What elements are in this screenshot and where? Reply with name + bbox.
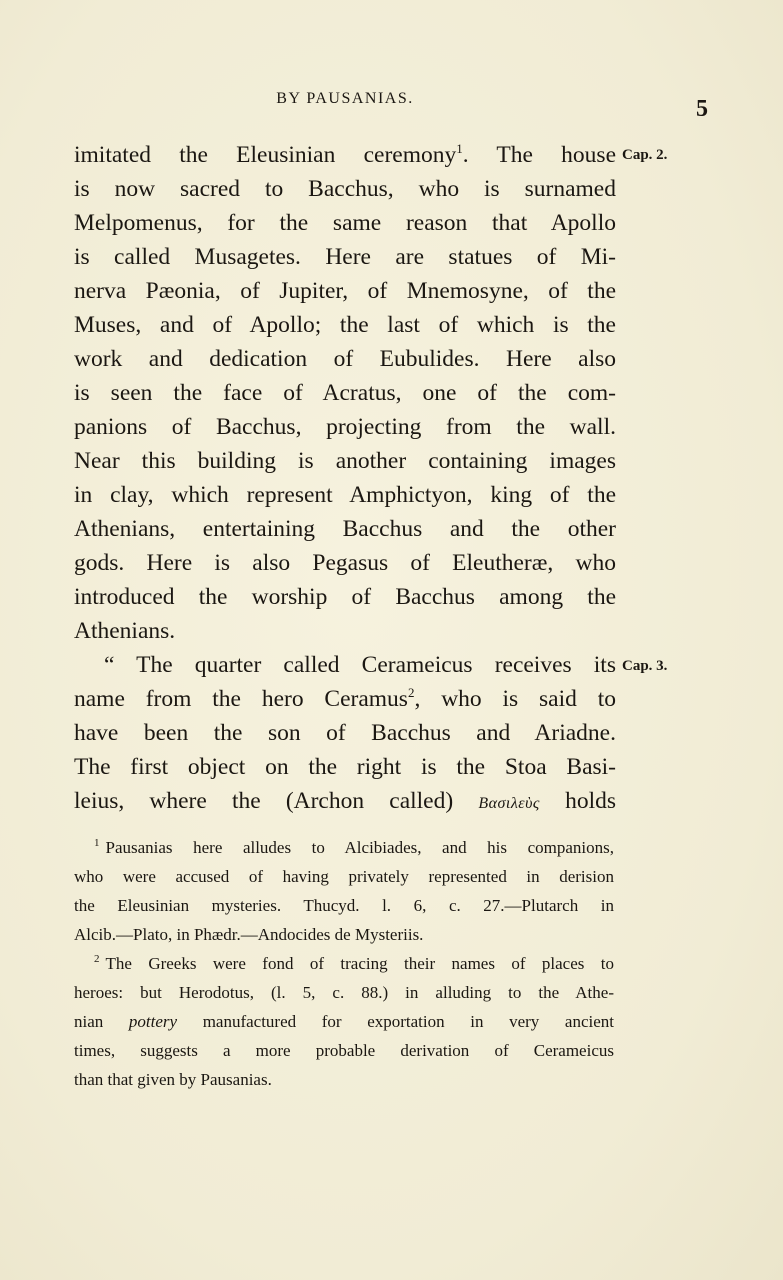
footnote-ref: 2	[407, 685, 415, 701]
italic-term: pottery	[128, 1012, 178, 1031]
footnote-line: times, suggests a more probable derivation of Cerameicus	[74, 1041, 614, 1060]
footnotes	[74, 833, 614, 1094]
body-line: panions of Bacchus, projecting from the wall.	[74, 414, 616, 440]
body-line: “ The quarter called Cerameicus receives its	[104, 652, 616, 678]
footnote-line: $^1$ Pausanias here alludes to Alcibiades, and his companions,	[94, 837, 614, 857]
greek-word: Βασιλεὺς	[478, 795, 540, 812]
body-line: Melpomenus, for the same reason that Apollo	[74, 210, 616, 236]
page-number: 5	[696, 96, 708, 122]
body-line: have been the son of Bacchus and Ariadne.	[74, 720, 616, 746]
footnote-line: who were accused of having privately represented in derision	[74, 867, 614, 886]
body-line: leius, where the (Archon called) Βασιλεὺς holds	[74, 788, 617, 814]
footnote-line: than that given by Pausanias.	[74, 1070, 272, 1089]
footnote-mark: 1	[94, 837, 100, 850]
body-line: introduced the worship of Bacchus among the	[74, 584, 616, 610]
body-line: nerva Pæonia, of Jupiter, of Mnemosyne, of the	[74, 278, 616, 304]
body-line: in clay, which represent Amphictyon, king of the	[74, 482, 616, 508]
body-line: work and dedication of Eubulides. Here also	[74, 346, 616, 372]
margin-note-cap-2: Cap. 2.	[622, 147, 668, 163]
body-text	[74, 138, 616, 818]
body-line: Muses, and of Apollo; the last of which is the	[74, 312, 616, 338]
body-line: is called Musagetes. Here are statues of Mi-	[74, 244, 616, 270]
body-line: Athenians, entertaining Bacchus and the other	[74, 516, 616, 542]
body-line: The first object on the right is the Stoa Basi-	[74, 754, 616, 780]
body-line: name from the hero Ceramus$^2$, who is said to	[74, 685, 617, 712]
body-line: is now sacred to Bacchus, who is surnamed	[74, 176, 616, 202]
footnote-line: the Eleusinian mysteries. Thucyd. l. 6, c. 27.—Plutarch in	[74, 896, 614, 915]
body-line: Athenians.	[74, 618, 176, 644]
body-line: gods. Here is also Pegasus of Eleutheræ, who	[74, 550, 616, 576]
footnote-line: nian pottery manufactured for exportation in very ancient	[74, 1012, 614, 1031]
margin-note-cap-3: Cap. 3.	[622, 658, 668, 674]
body-line: Near this building is another containing images	[74, 448, 616, 474]
running-head: BY PAUSANIAS.	[276, 90, 414, 107]
body-line: is seen the face of Acratus, one of the com-	[74, 380, 616, 406]
footnote-line: Alcib.—Plato, in Phædr.—Andocides de Mysteriis.	[74, 925, 424, 944]
footnote-line: $^2$ The Greeks were fond of tracing their names of places to	[94, 953, 614, 973]
footnote-line: heroes: but Herodotus, (l. 5, c. 88.) in alluding to the Athe-	[74, 983, 614, 1002]
footnote-mark: 2	[94, 953, 100, 966]
footnote-ref: 1	[456, 141, 463, 157]
body-line: imitated the Eleusinian ceremony$^1$. The house	[74, 141, 617, 168]
